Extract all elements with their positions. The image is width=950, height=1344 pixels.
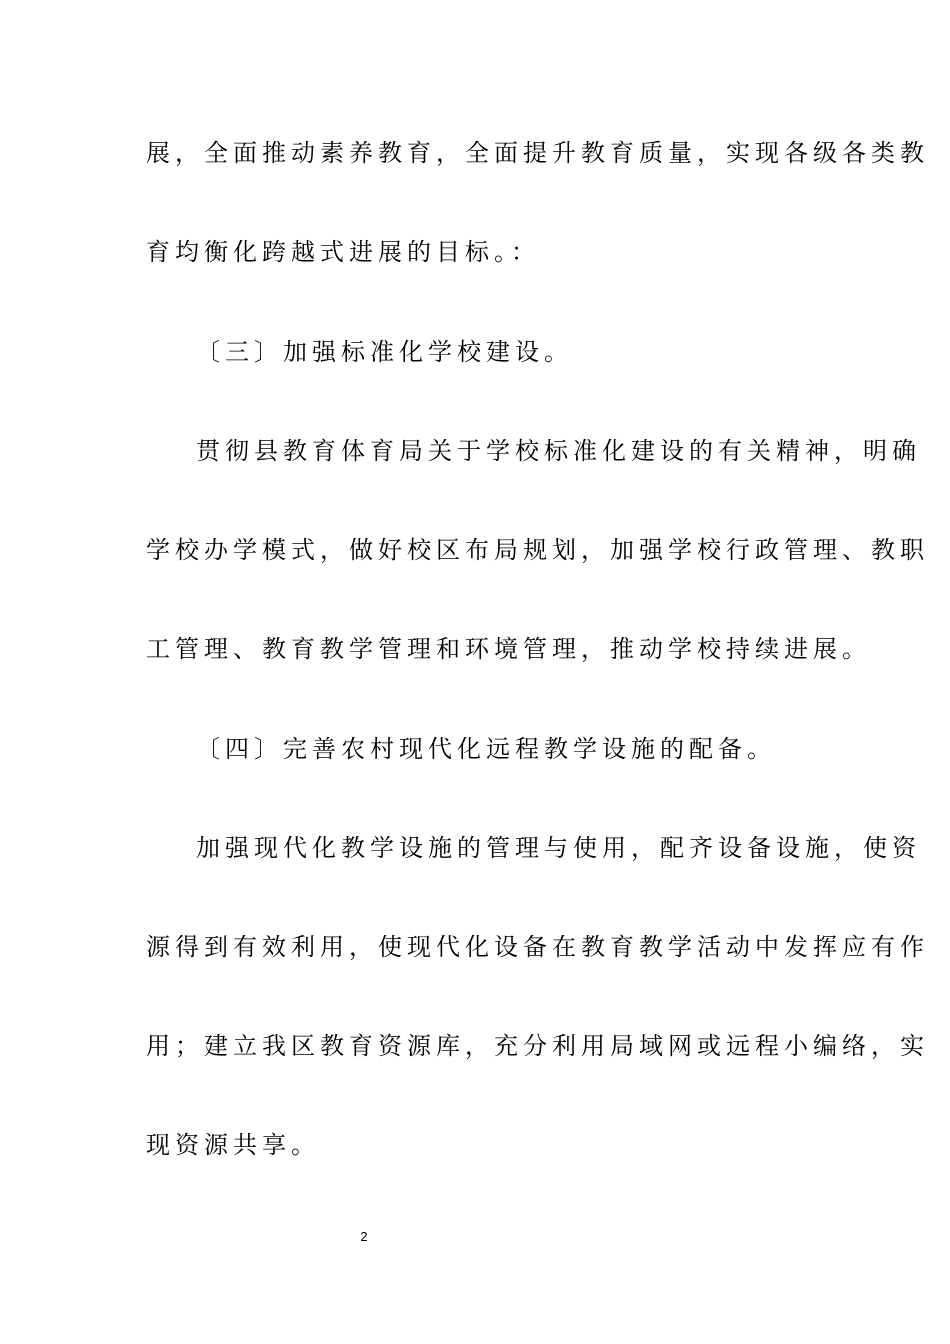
text-line: 展，全面推动素养教育，全面提升教育质量，实现各级各类教 — [146, 139, 929, 167]
page-number: 2 — [360, 1229, 368, 1244]
text-line: 贯彻县教育体育局关于学校标准化建设的有关精神，明确 — [196, 437, 921, 465]
text-line: 用；建立我区教育资源库，充分利用局域网或远程小编络，实 — [146, 1032, 929, 1060]
section-heading-4: 〔四〕完善农村现代化远程教学设施的配备。 — [196, 735, 776, 763]
text-line: 加强现代化教学设施的管理与使用，配齐设备设施，使资 — [196, 834, 921, 862]
text-line: 现资源共享。 — [146, 1131, 320, 1159]
text-line: 育均衡化跨越式进展的目标。： — [146, 238, 540, 266]
text-line: 学校办学模式，做好校区布局规划，加强学校行政管理、教职 — [146, 536, 929, 564]
section-heading-3: 〔三〕加强标准化学校建设。 — [196, 338, 573, 366]
text-line: 源得到有效利用，使现代化设备在教育教学活动中发挥应有作 — [146, 933, 929, 961]
text-line: 工管理、教育教学管理和环境管理，推动学校持续进展。 — [146, 635, 871, 663]
